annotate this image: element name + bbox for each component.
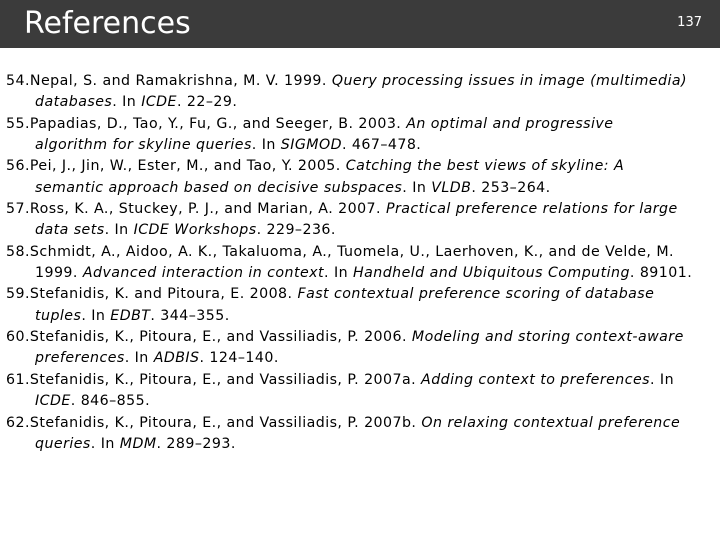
italic-text: An optimal and progressive: [406, 115, 614, 132]
italic-text: tuples: [35, 307, 82, 324]
italic-text: ICDE: [141, 94, 177, 111]
reference-item: [6, 284, 718, 327]
italic-text: Catching the best views of skyline: A: [345, 158, 625, 175]
reference-number: 57.: [6, 201, 30, 218]
reference-line-1: Stefanidis, K., Pitoura, E., and Vassiliadis, P. 2007a. Adding context to preferences. In: [29, 371, 675, 388]
reference-item: [6, 199, 718, 242]
reference-line-2: data sets. In ICDE Workshops. 229–236.: [35, 222, 336, 239]
reference-number: 58.: [6, 243, 30, 260]
reference-number: 54.: [6, 73, 30, 89]
italic-text: ICDE: [35, 393, 71, 410]
reference-number: 62.: [6, 414, 30, 431]
reference-line-2: semantic approach based on decisive subspaces. In VLDB. 253–264.: [35, 179, 551, 196]
reference-number: 61.: [6, 371, 30, 388]
reference-list: [6, 71, 718, 455]
italic-text: Fast contextual preference scoring of database: [297, 286, 655, 303]
italic-text: Handheld and Ubiquitous Computing: [353, 265, 630, 282]
reference-number: 56.: [6, 158, 30, 175]
slide-header: [0, 0, 720, 48]
reference-number: 60.: [6, 329, 30, 346]
reference-line-1: Stefanidis, K. and Pitoura, E. 2008. Fast contextual preference scoring of database: [29, 286, 655, 303]
italic-text: EDBT: [110, 307, 151, 324]
page-number: 137: [677, 15, 702, 30]
reference-line-1: Schmidt, A., Aidoo, A. K., Takaluoma, A., Tuomela, U., Laerhoven, K., and de Velde, M.: [29, 243, 674, 260]
reference-line-1: Ross, K. A., Stuckey, P. J., and Marian, A. 2007. Practical preference relations for large: [29, 201, 678, 218]
italic-text: Query processing issues in image (multimedia): [331, 73, 687, 89]
italic-text: semantic approach based on decisive subspaces: [35, 179, 403, 196]
italic-text: preferences: [35, 350, 125, 367]
reference-line-2: ICDE. 846–855.: [35, 393, 151, 410]
italic-text: ICDE Workshops: [133, 222, 257, 239]
italic-text: SIGMOD: [280, 137, 342, 154]
italic-text: Advanced interaction in context: [82, 265, 325, 282]
reference-item: [6, 114, 718, 157]
italic-text: VLDB: [431, 179, 472, 196]
reference-item: [6, 156, 718, 199]
italic-text: Practical preference relations for large: [385, 201, 678, 218]
reference-line-1: Pei, J., Jin, W., Ester, M., and Tao, Y. 2005. Catching the best views of skyline: A: [29, 158, 625, 175]
reference-item: [6, 242, 718, 285]
reference-line-1: Stefanidis, K., Pitoura, E., and Vassiliadis, P. 2006. Modeling and storing context-aware: [29, 329, 684, 346]
italic-text: ADBIS: [153, 350, 200, 367]
slide-title: References: [24, 6, 191, 41]
reference-line-1: Stefanidis, K., Pitoura, E., and Vassiliadis, P. 2007b. On relaxing contextual preference: [29, 414, 681, 431]
italic-text: data sets: [35, 222, 105, 239]
reference-number: 55.: [6, 115, 30, 132]
italic-text: Adding context to preferences: [421, 371, 651, 388]
reference-item: [6, 71, 718, 114]
italic-text: queries: [35, 435, 91, 452]
italic-text: MDM: [119, 435, 157, 452]
reference-line-2: tuples. In EDBT. 344–355.: [35, 307, 230, 324]
reference-line-2: preferences. In ADBIS. 124–140.: [35, 350, 279, 367]
italic-text: On relaxing contextual preference: [421, 414, 681, 431]
reference-line-2: databases. In ICDE. 22–29.: [35, 94, 238, 111]
reference-line-1: Papadias, D., Tao, Y., Fu, G., and Seeger, B. 2003. An optimal and progressive: [29, 115, 614, 132]
reference-line-2: 1999. Advanced interaction in context. In Handheld and Ubiquitous Computing. 89101.: [35, 265, 693, 282]
reference-item: [6, 370, 718, 413]
reference-line-2: queries. In MDM. 289–293.: [35, 435, 236, 452]
italic-text: Modeling and storing context-aware: [411, 329, 684, 346]
italic-text: databases: [35, 94, 113, 111]
reference-number: 59.: [6, 286, 30, 303]
reference-item: [6, 327, 718, 370]
reference-item: [6, 413, 718, 456]
italic-text: algorithm for skyline queries: [35, 137, 252, 154]
reference-line-1: Nepal, S. and Ramakrishna, M. V. 1999. Query processing issues in image (multimedia): [29, 73, 687, 89]
reference-line-2: algorithm for skyline queries. In SIGMOD. 467–478.: [35, 137, 422, 154]
